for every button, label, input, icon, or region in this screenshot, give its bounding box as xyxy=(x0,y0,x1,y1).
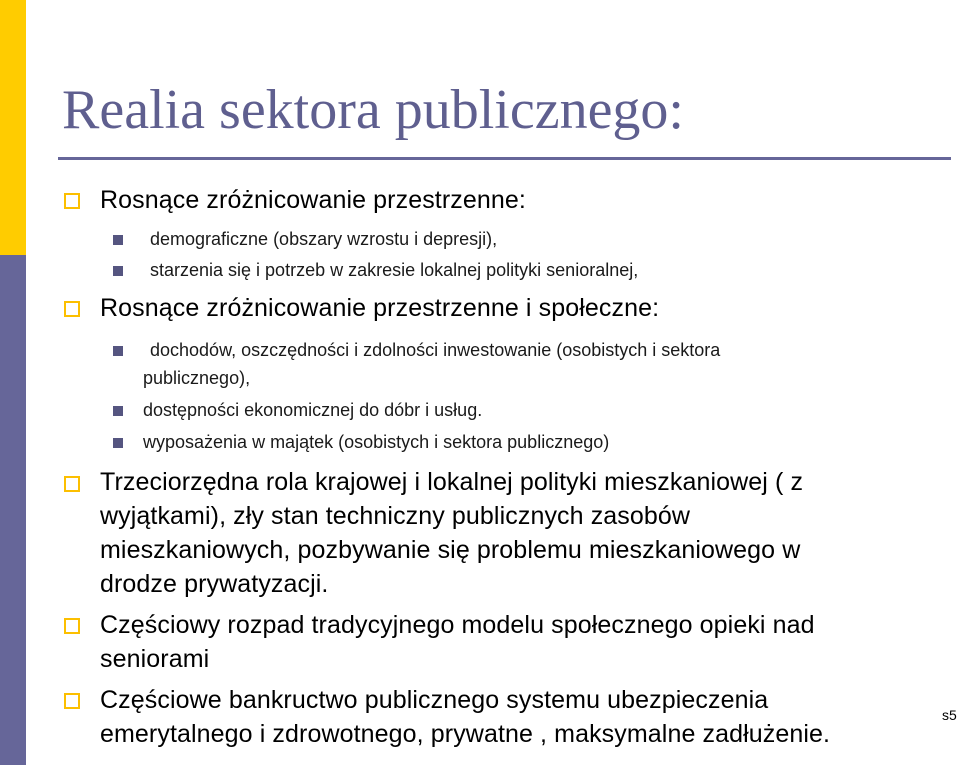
bullet-item-text-continued: wyjątkami), zły stan techniczny publicznych zasobów xyxy=(100,502,691,530)
square-bullet-icon xyxy=(64,301,80,317)
bullet-item-text: Rosnące zróżnicowanie przestrzenne i społeczne: xyxy=(100,294,660,322)
small-square-bullet-icon xyxy=(113,406,123,416)
bullet-item-text: Częściowe bankructwo publicznego systemu ubezpieczenia xyxy=(100,686,769,714)
square-bullet-icon xyxy=(64,193,80,209)
sub-bullet-text: starzenia się i potrzeb w zakresie lokalnej polityki senioralnej, xyxy=(150,260,639,280)
sub-bullet-text: wyposażenia w majątek (osobistych i sektora publicznego) xyxy=(143,432,610,452)
bullet-item-text-continued: seniorami xyxy=(100,645,210,673)
bullet-item-text: Rosnące zróżnicowanie przestrzenne: xyxy=(100,186,526,214)
small-square-bullet-icon xyxy=(113,346,123,356)
small-square-bullet-icon xyxy=(113,235,123,245)
bullet-item-text-continued: emerytalnego i zdrowotnego, prywatne , maksymalne zadłużenie. xyxy=(100,720,831,748)
small-square-bullet-icon xyxy=(113,266,123,276)
small-square-bullet-icon xyxy=(113,438,123,448)
bullet-item-text: Częściowy rozpad tradycyjnego modelu społecznego opieki nad xyxy=(100,611,815,639)
square-bullet-icon xyxy=(64,618,80,634)
bullet-item-text-continued: drodze prywatyzacji. xyxy=(100,570,329,598)
left-accent-bar-yellow xyxy=(0,0,26,255)
sub-bullet-text: dochodów, oszczędności i zdolności inwestowanie (osobistych i sektora xyxy=(150,340,721,360)
sub-bullet-text: dostępności ekonomicznej do dóbr i usług. xyxy=(143,400,483,420)
slide-title: Realia sektora publicznego: xyxy=(62,79,684,141)
square-bullet-icon xyxy=(64,476,80,492)
sub-bullet-text-continued: publicznego), xyxy=(143,368,251,388)
bullet-item-text-continued: mieszkaniowych, pozbywanie się problemu mieszkaniowego w xyxy=(100,536,801,564)
slide-number: s5 xyxy=(942,707,957,723)
square-bullet-icon xyxy=(64,693,80,709)
left-accent-bar-blue xyxy=(0,255,26,765)
bullet-item-text: Trzeciorzędna rola krajowej i lokalnej polityki mieszkaniowej ( z xyxy=(100,468,804,496)
title-divider xyxy=(58,157,951,160)
sub-bullet-text: demograficzne (obszary wzrostu i depresji), xyxy=(150,229,498,249)
